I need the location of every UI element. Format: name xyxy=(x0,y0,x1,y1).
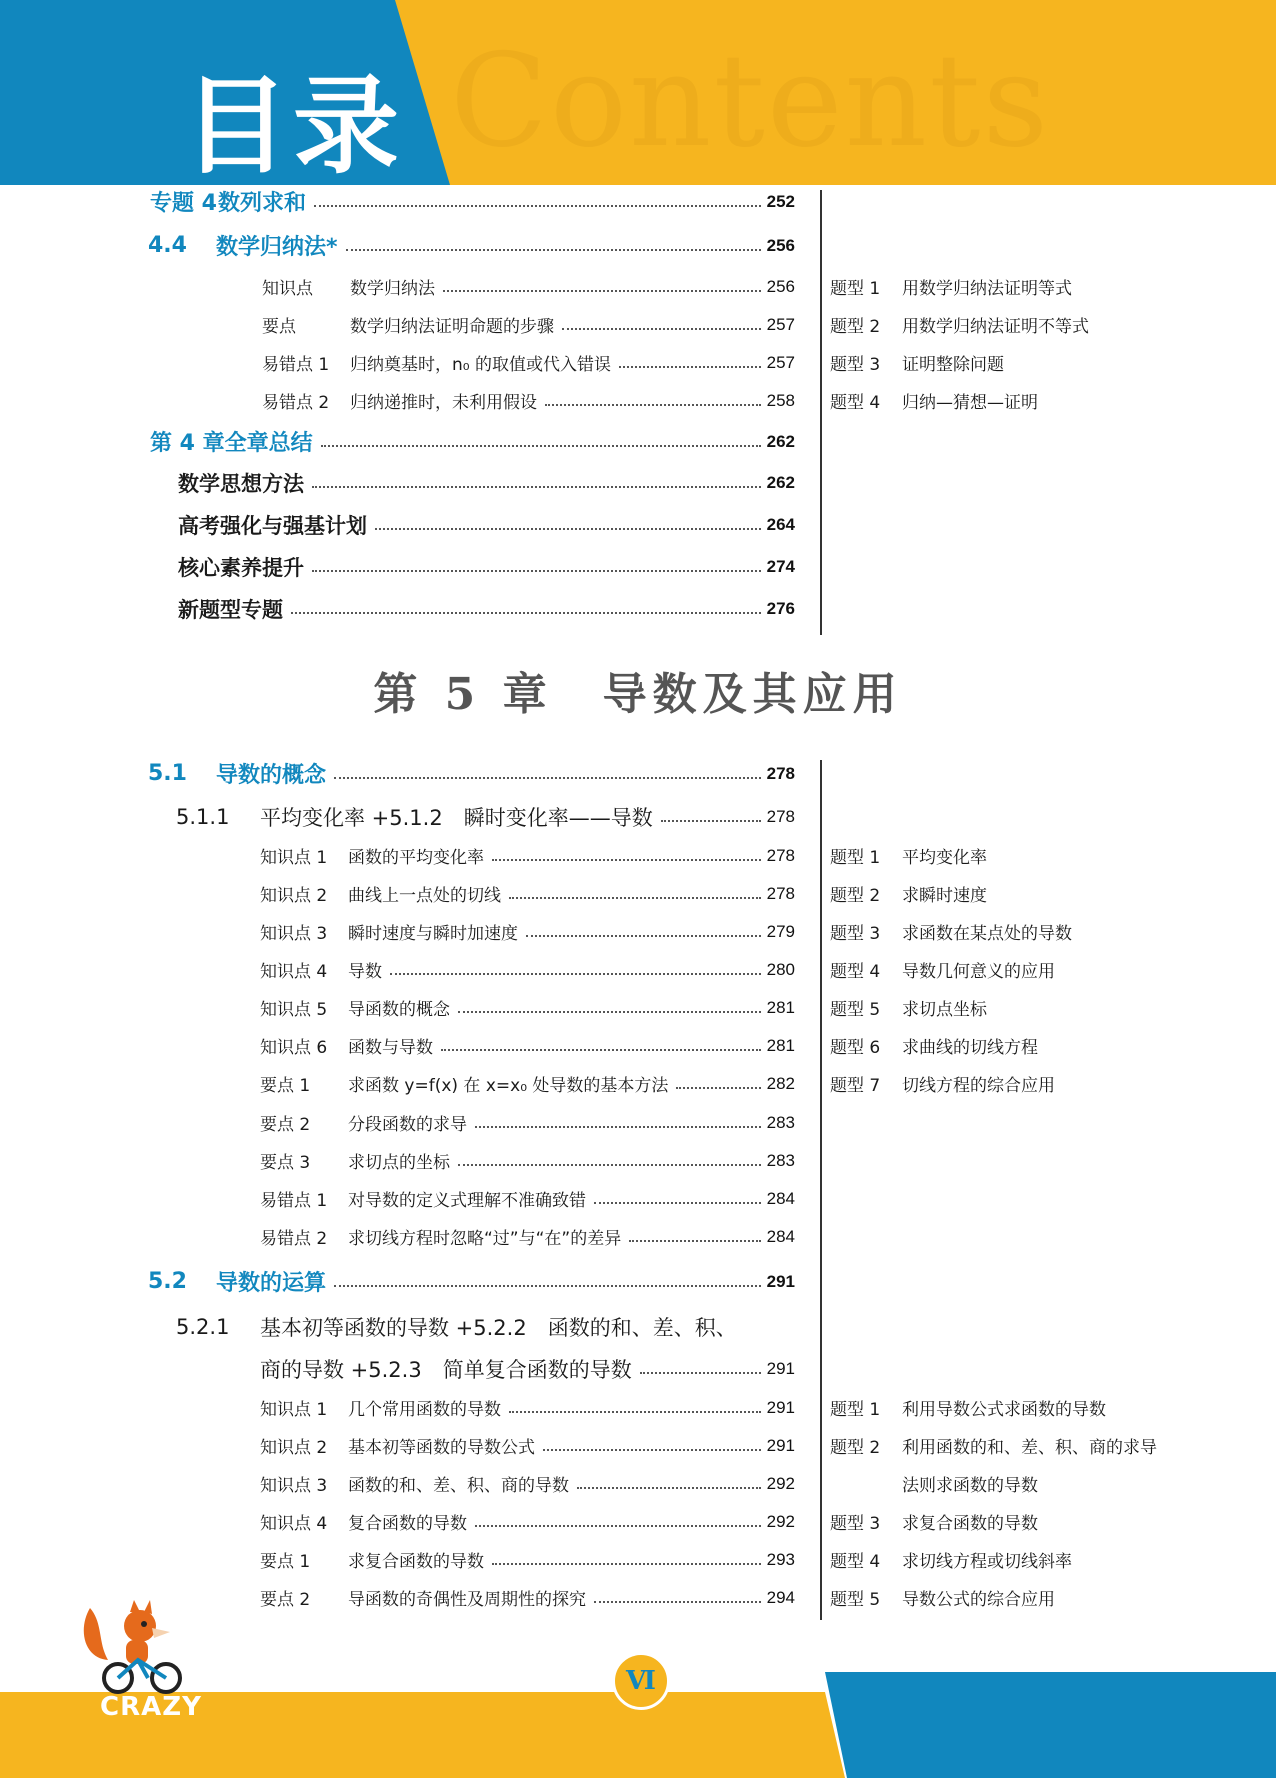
toc-entry-label: 知识点 6 xyxy=(260,1038,328,1058)
question-type-item[interactable] xyxy=(830,274,1072,299)
toc-entry-title: 基本初等函数的导数公式 xyxy=(348,1438,535,1458)
toc-entry-title: 瞬时速度与瞬时加速度 xyxy=(348,924,518,944)
toc-entry[interactable] xyxy=(260,1509,795,1534)
question-type-label: 题型 3 xyxy=(830,924,881,944)
leader-dots xyxy=(346,249,761,251)
question-type-title: 证明整除问题 xyxy=(902,355,1004,375)
question-type-label: 题型 5 xyxy=(830,1000,881,1020)
toc-entry[interactable] xyxy=(148,1266,795,1297)
question-type-label: 题型 4 xyxy=(830,393,881,413)
toc-entry-title: 导数 xyxy=(348,962,382,982)
question-type-title: 利用函数的和、差、积、商的求导 xyxy=(902,1438,1157,1458)
question-type-label: 题型 4 xyxy=(830,1552,881,1572)
toc-entry-title: 导数的概念 xyxy=(216,763,327,788)
toc-entry[interactable] xyxy=(260,1433,795,1458)
toc-entry[interactable] xyxy=(260,1110,795,1135)
question-type-item[interactable] xyxy=(830,1433,1157,1458)
toc-entry[interactable] xyxy=(260,995,795,1020)
leader-dots xyxy=(492,1563,761,1565)
question-type-title: 求函数在某点处的导数 xyxy=(902,924,1072,944)
toc-entry-title: 数学归纳法* xyxy=(216,235,338,260)
toc-entry-page: 281 xyxy=(766,1035,795,1055)
question-type-title: 求复合函数的导数 xyxy=(902,1514,1038,1534)
toc-entry-page: 256 xyxy=(766,235,795,255)
leader-dots xyxy=(619,366,761,368)
toc-entry-title: 数列求和 xyxy=(218,191,307,216)
toc-entry-label: 易错点 1 xyxy=(260,1191,328,1211)
toc-entry-label: 知识点 3 xyxy=(260,924,328,944)
leader-dots xyxy=(314,205,761,207)
toc-entry-title: 函数的平均变化率 xyxy=(348,848,484,868)
toc-entry-page: 293 xyxy=(766,1549,795,1569)
toc-entry-label: 知识点 4 xyxy=(260,962,328,982)
question-type-item[interactable] xyxy=(830,1509,1038,1534)
toc-entry[interactable] xyxy=(260,1471,795,1496)
toc-entry[interactable] xyxy=(178,468,795,498)
question-type-item[interactable] xyxy=(830,957,1055,982)
leader-dots xyxy=(509,897,761,899)
toc-entry[interactable] xyxy=(260,1033,795,1058)
question-type-label: 题型 1 xyxy=(830,279,881,299)
question-type-title: 导数几何意义的应用 xyxy=(902,962,1055,982)
question-type-item[interactable] xyxy=(830,995,987,1020)
toc-entry-page: 278 xyxy=(766,807,795,826)
toc-entry-page: 283 xyxy=(766,1150,795,1170)
leader-dots xyxy=(475,1126,761,1128)
toc-entry-label: 知识点 xyxy=(262,279,313,299)
toc-entry-title: 对导数的定义式理解不准确致错 xyxy=(348,1191,586,1211)
question-type-label: 题型 2 xyxy=(830,886,881,906)
leader-dots xyxy=(640,1372,761,1374)
toc-entry[interactable] xyxy=(260,919,795,944)
leader-dots xyxy=(458,1011,761,1013)
toc-entry[interactable] xyxy=(178,552,795,582)
toc-entry-title: 求切线方程时忽略“过”与“在”的差异 xyxy=(348,1229,622,1249)
question-type-item[interactable] xyxy=(830,1071,1055,1096)
toc-entry-label: 易错点 2 xyxy=(260,1229,328,1249)
question-type-title: 法则求函数的导数 xyxy=(902,1476,1038,1496)
toc-entry-page: 278 xyxy=(766,763,795,783)
toc-entry-5-2-1-line1[interactable] xyxy=(176,1312,776,1342)
toc-entry-label: 要点 xyxy=(262,317,296,337)
toc-entry[interactable] xyxy=(262,388,795,413)
toc-entry-page: 284 xyxy=(766,1226,795,1246)
toc-entry[interactable] xyxy=(262,312,795,337)
leader-dots xyxy=(475,1525,761,1527)
toc-entry[interactable] xyxy=(176,802,795,832)
mascot-label: CRAZY xyxy=(100,1692,202,1722)
leader-dots xyxy=(676,1087,760,1089)
toc-entry-label: 要点 1 xyxy=(260,1552,311,1572)
toc-entry-label: 知识点 4 xyxy=(260,1514,328,1534)
leader-dots xyxy=(594,1202,761,1204)
toc-entry-title: 第 4 章全章总结 xyxy=(150,431,313,456)
toc-entry[interactable] xyxy=(260,1395,795,1420)
toc-entry-label: 要点 2 xyxy=(260,1115,311,1135)
toc-entry-title: 曲线上一点处的切线 xyxy=(348,886,501,906)
toc-entry-page: 292 xyxy=(766,1511,795,1531)
question-type-title: 求切线方程或切线斜率 xyxy=(902,1552,1072,1572)
toc-entry[interactable] xyxy=(178,594,795,624)
toc-entry-title: 求复合函数的导数 xyxy=(348,1552,484,1572)
toc-entry-title: 核心素养提升 xyxy=(178,556,304,580)
leader-dots xyxy=(312,570,761,572)
leader-dots xyxy=(291,612,761,614)
toc-entry-page: 291 xyxy=(766,1397,795,1417)
leader-dots xyxy=(526,935,761,937)
question-type-label: 题型 7 xyxy=(830,1076,881,1096)
question-type-title: 平均变化率 xyxy=(902,848,987,868)
toc-entry-page: 276 xyxy=(766,599,795,618)
toc-entry-label: 4.4 xyxy=(148,233,187,258)
toc-entry[interactable] xyxy=(262,350,795,375)
leader-dots xyxy=(458,1164,761,1166)
question-type-title: 归纳—猜想—证明 xyxy=(902,393,1038,413)
toc-entry-title: 数学思想方法 xyxy=(178,472,304,496)
toc-entry-label: 专题 4 xyxy=(150,191,217,216)
toc-entry-title: 函数的和、差、积、商的导数 xyxy=(348,1476,569,1496)
question-type-title: 求瞬时速度 xyxy=(902,886,987,906)
toc-entry-label: 要点 2 xyxy=(260,1590,311,1610)
question-type-item[interactable] xyxy=(830,1395,1106,1420)
toc-entry-title: 商的导数 +5.2.3 简单复合函数的导数 xyxy=(260,1358,632,1382)
toc-entry-page: 264 xyxy=(766,515,795,534)
question-type-label: 题型 4 xyxy=(830,962,881,982)
toc-entry[interactable] xyxy=(260,1547,795,1572)
toc-entry-title: 几个常用函数的导数 xyxy=(348,1400,501,1420)
toc-entry-page: 281 xyxy=(766,997,795,1017)
question-type-item[interactable] xyxy=(830,843,987,868)
chapter-heading: 第 5 章 导数及其应用 xyxy=(373,669,903,720)
toc-entry-page: 262 xyxy=(766,431,795,451)
question-type-label: 题型 1 xyxy=(830,1400,881,1420)
question-type-title: 用数学归纳法证明不等式 xyxy=(902,317,1089,337)
question-type-item[interactable] xyxy=(830,919,1072,944)
toc-entry-page: 262 xyxy=(766,473,795,492)
column-separator-upper xyxy=(820,190,822,635)
leader-dots xyxy=(492,859,761,861)
toc-entry-page: 279 xyxy=(766,921,795,941)
question-type-label: 题型 3 xyxy=(830,355,881,375)
toc-entry-page: 257 xyxy=(766,352,795,372)
toc-entry-label: 易错点 1 xyxy=(262,355,330,375)
toc-entry-title: 导函数的概念 xyxy=(348,1000,450,1020)
toc-entry[interactable] xyxy=(260,1071,795,1096)
question-type-title: 切线方程的综合应用 xyxy=(902,1076,1055,1096)
toc-entry[interactable] xyxy=(260,1224,795,1249)
toc-entry[interactable] xyxy=(260,957,795,982)
toc-entry-title: 高考强化与强基计划 xyxy=(178,514,367,538)
leader-dots xyxy=(543,1449,761,1451)
header-subtitle: Contents xyxy=(450,27,1051,176)
question-type-item[interactable] xyxy=(830,1585,1055,1610)
question-type-label: 题型 5 xyxy=(830,1590,881,1610)
toc-entry-title: 导函数的奇偶性及周期性的探究 xyxy=(348,1590,586,1610)
leader-dots xyxy=(321,445,761,447)
toc-entry-page: 292 xyxy=(766,1473,795,1493)
question-type-item[interactable] xyxy=(830,388,1038,413)
toc-entry-page: 278 xyxy=(766,845,795,865)
footer-blue-band xyxy=(825,1672,1276,1778)
leader-dots xyxy=(390,973,761,975)
toc-entry-label: 5.1 xyxy=(148,761,187,786)
leader-dots xyxy=(594,1601,761,1603)
toc-entry[interactable] xyxy=(260,1148,795,1173)
toc-entry-page: 252 xyxy=(766,191,795,211)
question-type-label: 题型 1 xyxy=(830,848,881,868)
toc-entry[interactable] xyxy=(148,758,795,789)
toc-entry-label: 知识点 2 xyxy=(260,1438,328,1458)
toc-entry[interactable] xyxy=(150,186,795,217)
page-title: 目录 xyxy=(183,65,403,188)
toc-entry[interactable] xyxy=(260,881,795,906)
fox-mascot-icon xyxy=(78,1598,198,1698)
toc-entry[interactable] xyxy=(178,510,795,540)
toc-entry-label: 要点 3 xyxy=(260,1153,311,1173)
toc-entry-title: 求函数 y=f(x) 在 x=x₀ 处导数的基本方法 xyxy=(348,1076,669,1096)
leader-dots xyxy=(545,404,761,406)
toc-entry-page: 258 xyxy=(766,390,795,410)
question-type-label: 题型 2 xyxy=(830,317,881,337)
question-type-title: 利用导数公式求函数的导数 xyxy=(902,1400,1106,1420)
toc-entry-page: 280 xyxy=(766,959,795,979)
toc-entry-page: 291 xyxy=(766,1271,795,1291)
question-type-item[interactable] xyxy=(830,1471,1038,1496)
toc-entry-page: 291 xyxy=(766,1435,795,1455)
toc-entry-page: 294 xyxy=(766,1587,795,1607)
leader-dots xyxy=(334,1285,761,1287)
toc-entry-page: 278 xyxy=(766,883,795,903)
leader-dots xyxy=(312,486,761,488)
toc-entry-title: 基本初等函数的导数 +5.2.2 函数的和、差、积、 xyxy=(260,1316,737,1340)
toc-entry-title: 归纳递推时，未利用假设 xyxy=(350,393,537,413)
question-type-title: 求切点坐标 xyxy=(902,1000,987,1020)
question-type-title: 导数公式的综合应用 xyxy=(902,1590,1055,1610)
toc-entry-title: 分段函数的求导 xyxy=(348,1115,467,1135)
question-type-item[interactable] xyxy=(830,1033,1038,1058)
toc-entry-label: 知识点 3 xyxy=(260,1476,328,1496)
toc-entry[interactable] xyxy=(260,1585,795,1610)
toc-entry-page: 284 xyxy=(766,1188,795,1208)
question-type-item[interactable] xyxy=(830,881,987,906)
question-type-item[interactable] xyxy=(830,1547,1072,1572)
toc-entry-title: 归纳奠基时，n₀ 的取值或代入错误 xyxy=(350,355,611,375)
question-type-label: 题型 2 xyxy=(830,1438,881,1458)
toc-entry[interactable] xyxy=(262,274,795,299)
toc-entry[interactable] xyxy=(148,230,795,261)
leader-dots xyxy=(509,1411,761,1413)
toc-entry-label: 要点 1 xyxy=(260,1076,311,1096)
toc-entry-title: 数学归纳法证明命题的步骤 xyxy=(350,317,554,337)
question-type-title: 用数学归纳法证明等式 xyxy=(902,279,1072,299)
toc-entry-label: 知识点 2 xyxy=(260,886,328,906)
toc-entry[interactable] xyxy=(260,1354,795,1384)
question-type-item[interactable] xyxy=(830,350,1004,375)
toc-entry[interactable] xyxy=(260,843,795,868)
leader-dots xyxy=(441,1049,761,1051)
toc-entry[interactable] xyxy=(260,1186,795,1211)
question-type-label: 题型 6 xyxy=(830,1038,881,1058)
toc-entry-title: 新题型专题 xyxy=(178,598,283,622)
leader-dots xyxy=(443,290,761,292)
leader-dots xyxy=(334,777,761,779)
toc-entry-title: 求切点的坐标 xyxy=(348,1153,450,1173)
toc-entry-label: 知识点 5 xyxy=(260,1000,328,1020)
toc-entry-label: 知识点 1 xyxy=(260,848,328,868)
leader-dots xyxy=(375,528,761,530)
toc-entry-title: 导数的运算 xyxy=(216,1271,327,1296)
toc-entry-page: 282 xyxy=(766,1073,795,1093)
toc-entry-title: 数学归纳法 xyxy=(350,279,435,299)
leader-dots xyxy=(629,1240,760,1242)
toc-entry-label: 5.1.1 xyxy=(176,805,230,829)
leader-dots xyxy=(661,820,761,822)
toc-entry-label: 5.2 xyxy=(148,1269,187,1294)
toc-entry-label: 5.2.1 xyxy=(176,1315,230,1339)
toc-entry-page: 256 xyxy=(766,276,795,296)
toc-entry-label: 知识点 1 xyxy=(260,1400,328,1420)
leader-dots xyxy=(562,328,761,330)
toc-entry-page: 283 xyxy=(766,1112,795,1132)
toc-entry-page: 257 xyxy=(766,314,795,334)
toc-entry-title: 平均变化率 +5.1.2 瞬时变化率——导数 xyxy=(260,806,653,830)
toc-entry-title: 函数与导数 xyxy=(348,1038,433,1058)
question-type-item[interactable] xyxy=(830,312,1089,337)
question-type-label: 题型 3 xyxy=(830,1514,881,1534)
column-separator-lower xyxy=(820,760,822,1620)
question-type-title: 求曲线的切线方程 xyxy=(902,1038,1038,1058)
toc-entry-page: 291 xyxy=(766,1359,795,1378)
toc-entry[interactable] xyxy=(150,426,795,457)
toc-entry-page: 274 xyxy=(766,557,795,576)
toc-entry-title: 复合函数的导数 xyxy=(348,1514,467,1534)
page-number: Ⅵ xyxy=(612,1652,670,1710)
leader-dots xyxy=(577,1487,761,1489)
toc-entry-label: 易错点 2 xyxy=(262,393,330,413)
